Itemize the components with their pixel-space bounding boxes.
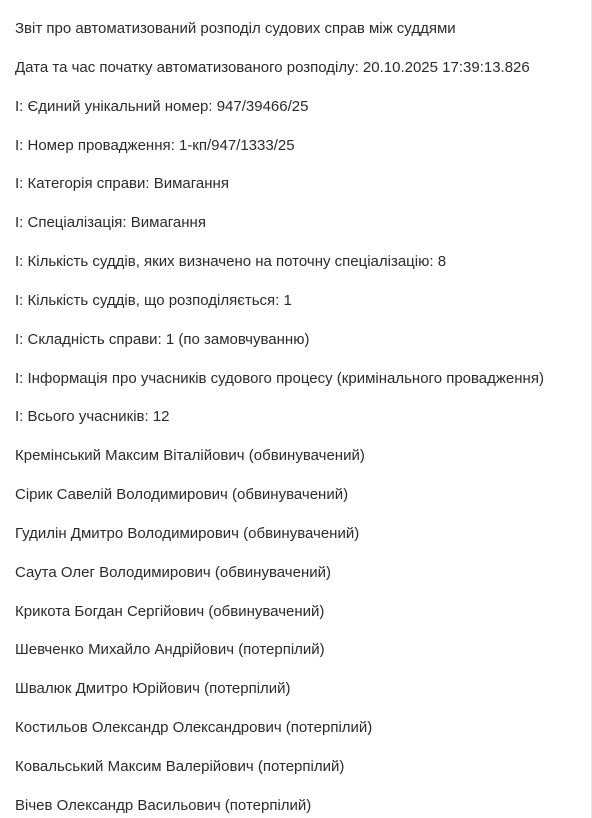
participant-item: Ковальський Максим Валерійович (потерпілий)	[15, 758, 345, 775]
specialization: І: Спеціалізація: Вимагання	[15, 214, 206, 231]
participant-item: Гудилін Дмитро Володимирович (обвинувачений)	[15, 525, 360, 542]
judges-distributed-count: І: Кількість суддів, що розподіляється: 1	[15, 292, 292, 309]
participants-info-heading: І: Інформація про учасників судового процесу (кримінального провадження)	[15, 370, 544, 387]
unique-case-number: І: Єдиний унікальний номер: 947/39466/25	[15, 98, 309, 115]
report-title: Звіт про автоматизований розподіл судових справ між суддями	[15, 20, 456, 37]
participant-item: Крикота Богдан Сергійович (обвинувачений)	[15, 603, 325, 620]
participant-item: Вічев Олександр Васильович (потерпілий)	[15, 797, 312, 814]
participant-item: Кремінський Максим Віталійович (обвинувачений)	[15, 447, 365, 464]
proceeding-number: І: Номер провадження: 1-кп/947/1333/25	[15, 137, 295, 154]
participant-item: Шевченко Михайло Андрійович (потерпілий)	[15, 641, 325, 658]
case-category: І: Категорія справи: Вимагання	[15, 175, 229, 192]
participant-item: Костильов Олександр Олександрович (потерпілий)	[15, 719, 373, 736]
participant-item: Сірик Савелій Володимирович (обвинувачений)	[15, 486, 349, 503]
case-complexity: І: Складність справи: 1 (по замовчуванню)	[15, 331, 310, 348]
participants-total: І: Всього учасників: 12	[15, 408, 170, 425]
judges-for-specialization-count: І: Кількість суддів, яких визначено на поточну спеціалізацію: 8	[15, 253, 447, 270]
distribution-start-datetime: Дата та час початку автоматизованого розподілу: 20.10.2025 17:39:13.826	[15, 59, 530, 76]
participant-item: Саута Олег Володимирович (обвинувачений)	[15, 564, 331, 581]
participant-item: Швалюк Дмитро Юрійович (потерпілий)	[15, 680, 291, 697]
